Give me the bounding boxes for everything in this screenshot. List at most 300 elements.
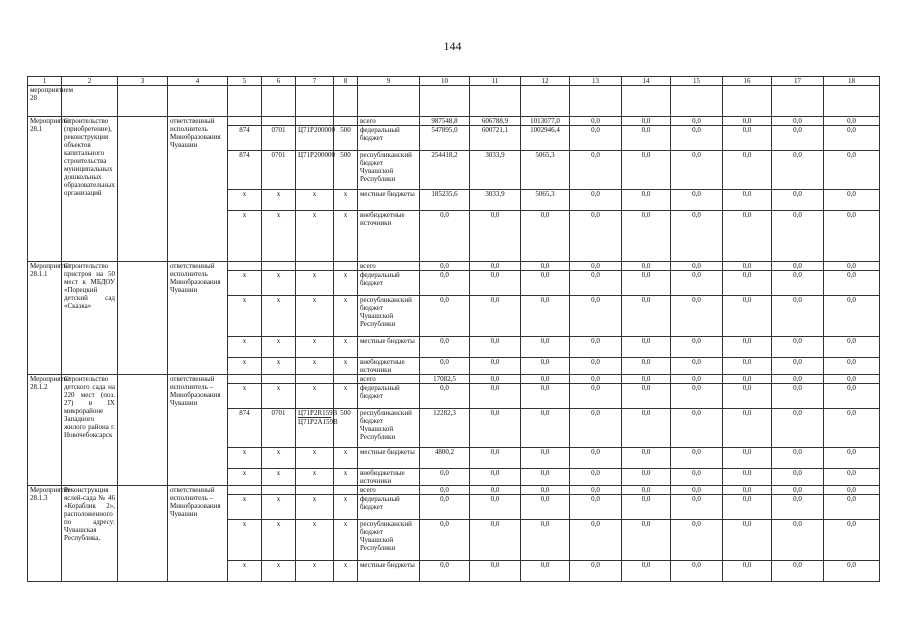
table-cell: 0,0 — [420, 211, 470, 262]
table-cell: х — [228, 561, 262, 582]
table-cell: 0,0 — [824, 375, 880, 384]
table-cell: 0,0 — [671, 448, 723, 469]
table-cell: республиканский бюджет Чувашской Республики — [358, 151, 420, 190]
table-cell: х — [334, 337, 358, 358]
column-header-17: 17 — [772, 77, 824, 86]
table-cell: 0,0 — [420, 358, 470, 375]
table-cell: республиканский бюджет Чувашской Республики — [358, 409, 420, 448]
table-cell: 0,0 — [570, 126, 622, 151]
table-row — [28, 262, 880, 271]
column-header-7: 7 — [296, 77, 334, 86]
table-cell: 0,0 — [772, 271, 824, 296]
cell-empty — [118, 486, 168, 582]
cell-empty — [118, 375, 168, 486]
table-cell: 0,0 — [570, 190, 622, 211]
table-row — [28, 486, 880, 495]
table-cell: 0,0 — [570, 520, 622, 561]
table-cell: федеральный бюджет — [358, 271, 420, 296]
table-cell: 0,0 — [470, 296, 521, 337]
column-header-11: 11 — [470, 77, 521, 86]
table-cell: 0,0 — [420, 520, 470, 561]
table-cell: республиканский бюджет Чувашской Республики — [358, 296, 420, 337]
event-name: Мероприятие 28.1 — [28, 117, 62, 262]
table-cell: х — [262, 296, 296, 337]
table-cell: 606788,9 — [470, 117, 521, 126]
executor: ответственный исполнитель Минобразования Чувашии — [168, 262, 228, 375]
table-cell: 0,0 — [470, 495, 521, 520]
table-cell: 0,0 — [622, 190, 671, 211]
table-cell: 0,0 — [671, 561, 723, 582]
table-cell: 0,0 — [772, 358, 824, 375]
table-cell: 0,0 — [772, 126, 824, 151]
table-cell: 0,0 — [622, 469, 671, 486]
table-cell: х — [296, 358, 334, 375]
table-cell: 0,0 — [420, 262, 470, 271]
table-cell — [334, 117, 358, 126]
table-cell: 0,0 — [772, 448, 824, 469]
table-cell: 0,0 — [570, 409, 622, 448]
table-cell: 0,0 — [824, 384, 880, 409]
table-cell — [228, 117, 262, 126]
table-cell: 600721,1 — [470, 126, 521, 151]
table-cell: х — [228, 495, 262, 520]
table-cell: 0,0 — [570, 384, 622, 409]
page-number: 144 — [443, 39, 462, 53]
table-cell: 0,0 — [671, 520, 723, 561]
table-cell: Ц71Р2R159В Ц71Р2А159В — [296, 409, 334, 448]
table-cell: 0,0 — [671, 211, 723, 262]
table-cell: 0,0 — [671, 117, 723, 126]
table-cell: республиканский бюджет Чувашской Республики — [358, 520, 420, 561]
column-header-14: 14 — [622, 77, 671, 86]
table-cell: 547895,0 — [420, 126, 470, 151]
table-cell: 0,0 — [671, 495, 723, 520]
table-cell: 0,0 — [570, 262, 622, 271]
table-cell: 0,0 — [570, 495, 622, 520]
table-cell: 0,0 — [470, 337, 521, 358]
table-cell: 0,0 — [521, 271, 570, 296]
table-cell: х — [228, 448, 262, 469]
table-cell: х — [296, 211, 334, 262]
table-cell: 0,0 — [622, 337, 671, 358]
table-cell: 0,0 — [622, 117, 671, 126]
table-cell: 0,0 — [723, 495, 772, 520]
table-cell: 0,0 — [671, 126, 723, 151]
table-cell — [334, 262, 358, 271]
table-cell: 0,0 — [570, 469, 622, 486]
table-cell: 0,0 — [570, 337, 622, 358]
column-header-8: 8 — [334, 77, 358, 86]
table-cell: 0,0 — [824, 469, 880, 486]
table-cell: х — [262, 358, 296, 375]
table-cell: х — [262, 495, 296, 520]
table-cell: 0,0 — [824, 117, 880, 126]
table-cell: 0,0 — [723, 117, 772, 126]
table-cell: 0,0 — [723, 358, 772, 375]
table-cell: 0,0 — [723, 375, 772, 384]
table-cell — [296, 117, 334, 126]
table-cell — [334, 375, 358, 384]
table-cell — [262, 486, 296, 495]
table-cell: 0,0 — [570, 375, 622, 384]
table-cell: х — [262, 337, 296, 358]
column-header-9: 9 — [358, 77, 420, 86]
table-cell: 987548,8 — [420, 117, 470, 126]
table-row — [28, 117, 880, 126]
table-cell: 0,0 — [521, 384, 570, 409]
table-cell: 0,0 — [570, 561, 622, 582]
table-cell: 0,0 — [723, 448, 772, 469]
table-cell: х — [296, 190, 334, 211]
table-cell: 0,0 — [723, 211, 772, 262]
column-header-13: 13 — [570, 77, 622, 86]
table-cell: 0,0 — [772, 375, 824, 384]
table-cell: 0,0 — [671, 190, 723, 211]
table-cell: местные бюджеты — [358, 561, 420, 582]
table-cell: 500 — [334, 126, 358, 151]
table-cell: х — [262, 448, 296, 469]
table-cell: 0,0 — [824, 409, 880, 448]
table-cell: 0,0 — [420, 271, 470, 296]
table-cell: 0,0 — [570, 271, 622, 296]
table-cell — [228, 375, 262, 384]
table-cell: 0,0 — [824, 358, 880, 375]
table-cell: 0,0 — [723, 561, 772, 582]
table-cell: 0,0 — [622, 358, 671, 375]
table-cell: 0701 — [262, 126, 296, 151]
table-cell: 0,0 — [723, 271, 772, 296]
table-cell: местные бюджеты — [358, 448, 420, 469]
table-cell: 0,0 — [521, 262, 570, 271]
table-cell: 0,0 — [671, 151, 723, 190]
table-cell: 0,0 — [723, 520, 772, 561]
table-cell: х — [334, 561, 358, 582]
table-cell — [334, 486, 358, 495]
table-cell: 12282,3 — [420, 409, 470, 448]
table-cell: всего — [358, 375, 420, 384]
table-cell: 0,0 — [671, 486, 723, 495]
table-cell: 500 — [334, 409, 358, 448]
table-cell: 0,0 — [420, 469, 470, 486]
table-cell: х — [334, 358, 358, 375]
table-cell: 0,0 — [671, 384, 723, 409]
column-header-6: 6 — [262, 77, 296, 86]
table-cell: 0,0 — [723, 190, 772, 211]
cell-event: мероприятием 28 — [28, 86, 62, 117]
table-cell: 1013077,0 — [521, 117, 570, 126]
table-cell: 0,0 — [420, 495, 470, 520]
table-cell: х — [296, 337, 334, 358]
table-cell: 0,0 — [723, 126, 772, 151]
table-cell: х — [228, 211, 262, 262]
table-cell: х — [334, 520, 358, 561]
table-cell: 0,0 — [622, 561, 671, 582]
table-cell: 17082,5 — [420, 375, 470, 384]
table-cell: 0,0 — [772, 495, 824, 520]
table-row — [28, 86, 880, 117]
table-cell — [262, 262, 296, 271]
table-cell: 0,0 — [622, 495, 671, 520]
table-cell: 0,0 — [824, 190, 880, 211]
table-cell: 0,0 — [772, 520, 824, 561]
table-cell: х — [296, 271, 334, 296]
table-cell: 0,0 — [723, 409, 772, 448]
table-cell: 0,0 — [671, 409, 723, 448]
table-cell: 0,0 — [570, 486, 622, 495]
table-cell: 874 — [228, 151, 262, 190]
table-cell: 0,0 — [521, 358, 570, 375]
table-cell: 0,0 — [622, 409, 671, 448]
table-cell: 0,0 — [470, 262, 521, 271]
table-cell: 0,0 — [570, 117, 622, 126]
table-cell: Ц71Р200000 — [296, 126, 334, 151]
cell-empty — [118, 262, 168, 375]
table-cell: 0,0 — [772, 296, 824, 337]
table-row — [28, 375, 880, 384]
table-cell: 0,0 — [671, 262, 723, 271]
table-cell: 0,0 — [772, 190, 824, 211]
event-name: Мероприятие 28.1.1 — [28, 262, 62, 375]
table-cell: 0,0 — [824, 486, 880, 495]
table-cell: 0,0 — [671, 337, 723, 358]
table-cell: внебюджетные источники — [358, 358, 420, 375]
table-cell: 0,0 — [824, 495, 880, 520]
table-cell: 0701 — [262, 409, 296, 448]
table-cell: федеральный бюджет — [358, 384, 420, 409]
table-cell: 0,0 — [570, 296, 622, 337]
table-cell: х — [296, 384, 334, 409]
table-cell: Ц71Р200000 — [296, 151, 334, 190]
table-cell: 0,0 — [723, 151, 772, 190]
table-cell: х — [262, 384, 296, 409]
table-cell: х — [262, 561, 296, 582]
table-cell: 0,0 — [671, 296, 723, 337]
table-cell: федеральный бюджет — [358, 126, 420, 151]
header-row — [28, 77, 880, 86]
table-cell: 0,0 — [622, 520, 671, 561]
column-header-18: 18 — [824, 77, 880, 86]
table-cell: х — [228, 271, 262, 296]
table-cell: 0,0 — [723, 296, 772, 337]
table-cell: х — [262, 469, 296, 486]
table-cell: 0,0 — [671, 358, 723, 375]
table-cell: 0,0 — [824, 271, 880, 296]
table-cell: 0,0 — [622, 151, 671, 190]
column-header-16: 16 — [723, 77, 772, 86]
table-cell: 0,0 — [772, 469, 824, 486]
table-cell: 0,0 — [824, 337, 880, 358]
table-cell: 4800,2 — [420, 448, 470, 469]
table-cell: 0,0 — [521, 469, 570, 486]
table-cell: 0,0 — [824, 126, 880, 151]
event-description: Строительство пристроя на 50 мест к МБДОУ «Порецкий детский сад «Сказка» — [62, 262, 118, 375]
table-cell: 0,0 — [723, 486, 772, 495]
budget-table — [27, 76, 880, 582]
table-cell: 0,0 — [772, 117, 824, 126]
table-cell: 0,0 — [420, 296, 470, 337]
table-cell — [228, 262, 262, 271]
table-cell: 0,0 — [622, 375, 671, 384]
table-cell: 0,0 — [570, 151, 622, 190]
column-header-12: 12 — [521, 77, 570, 86]
table-cell — [262, 117, 296, 126]
table-cell: 0,0 — [420, 561, 470, 582]
table-cell: 0,0 — [521, 495, 570, 520]
table-cell: х — [228, 384, 262, 409]
cell-empty — [118, 117, 168, 262]
table-cell: х — [262, 520, 296, 561]
executor: ответственный исполнитель – Минобразования Чувашии — [168, 375, 228, 486]
table-cell: 0,0 — [824, 262, 880, 271]
table-cell: 874 — [228, 409, 262, 448]
table-cell: 0,0 — [622, 296, 671, 337]
table-cell — [296, 375, 334, 384]
table-cell: 0,0 — [671, 375, 723, 384]
table-cell: 0,0 — [824, 151, 880, 190]
table-cell: х — [334, 495, 358, 520]
table-cell: х — [334, 384, 358, 409]
table-cell: 0701 — [262, 151, 296, 190]
table-cell: 0,0 — [772, 561, 824, 582]
table-cell: 5065,3 — [521, 190, 570, 211]
column-header-2: 2 — [62, 77, 118, 86]
table-cell: 0,0 — [772, 337, 824, 358]
table-cell: 0,0 — [521, 520, 570, 561]
event-name: Мероприятие 28.1.3 — [28, 486, 62, 582]
table-cell: х — [334, 296, 358, 337]
table-cell: х — [228, 520, 262, 561]
table-cell: х — [262, 211, 296, 262]
table-cell: 0,0 — [723, 384, 772, 409]
table-cell: х — [262, 190, 296, 211]
table-cell: 0,0 — [470, 271, 521, 296]
table-cell: 0,0 — [772, 211, 824, 262]
table-cell — [262, 375, 296, 384]
table-cell: 0,0 — [521, 409, 570, 448]
table-cell: 3033,9 — [470, 190, 521, 211]
table-cell: 0,0 — [570, 211, 622, 262]
table-cell: федеральный бюджет — [358, 495, 420, 520]
table-cell: всего — [358, 262, 420, 271]
table-cell: местные бюджеты — [358, 190, 420, 211]
table-cell: х — [296, 448, 334, 469]
table-cell: 3033,9 — [470, 151, 521, 190]
event-description: Строительство детского сада на 220 мест (поз. 27) в IX микрорайоне Западного жилого района г. Новочебоксарск — [62, 375, 118, 486]
table-cell: 0,0 — [470, 358, 521, 375]
table-cell — [296, 486, 334, 495]
table-cell: 0,0 — [470, 448, 521, 469]
table-cell: 0,0 — [622, 384, 671, 409]
table-cell: 0,0 — [824, 296, 880, 337]
table-cell: х — [334, 211, 358, 262]
table-cell — [228, 486, 262, 495]
table-cell: 0,0 — [470, 375, 521, 384]
table-cell: х — [334, 469, 358, 486]
table-cell: х — [296, 469, 334, 486]
table-cell: 0,0 — [622, 486, 671, 495]
event-name: Мероприятие 28.1.2 — [28, 375, 62, 486]
table-cell: 0,0 — [824, 448, 880, 469]
table-cell: 0,0 — [521, 337, 570, 358]
table-cell: 185235,6 — [420, 190, 470, 211]
table-cell: 0,0 — [470, 469, 521, 486]
table-cell: 0,0 — [723, 337, 772, 358]
table-cell: 0,0 — [723, 262, 772, 271]
table-cell: 0,0 — [622, 211, 671, 262]
table-cell: внебюджетные источники — [358, 211, 420, 262]
column-header-1: 1 — [28, 77, 62, 86]
table-cell: х — [228, 296, 262, 337]
table-cell: 0,0 — [521, 296, 570, 337]
table-cell: 0,0 — [470, 409, 521, 448]
table-cell: х — [334, 190, 358, 211]
table-cell: 0,0 — [470, 561, 521, 582]
table-cell: х — [296, 520, 334, 561]
table-cell: 0,0 — [622, 448, 671, 469]
table-cell: внебюджетные источники — [358, 469, 420, 486]
table-cell: 0,0 — [671, 271, 723, 296]
column-header-10: 10 — [420, 77, 470, 86]
table-cell: х — [296, 561, 334, 582]
table-cell: х — [334, 448, 358, 469]
event-description: Реконструкция яслей-сада № 46 «Кораблик 2», расположенного по адресу: Чувашская Республика, — [62, 486, 118, 582]
table-cell: х — [228, 190, 262, 211]
table-cell: 0,0 — [521, 375, 570, 384]
table-cell: 0,0 — [470, 486, 521, 495]
table-cell: 0,0 — [420, 486, 470, 495]
table-cell: 0,0 — [824, 561, 880, 582]
table-cell: 0,0 — [772, 409, 824, 448]
table-cell: 0,0 — [570, 358, 622, 375]
table-cell: 874 — [228, 126, 262, 151]
table-cell: 0,0 — [622, 126, 671, 151]
executor: ответственный исполнитель – Минобразования Чувашии — [168, 486, 228, 582]
table-cell: 0,0 — [723, 469, 772, 486]
table-cell: 0,0 — [570, 448, 622, 469]
table-cell: 0,0 — [772, 486, 824, 495]
table-cell: 0,0 — [772, 384, 824, 409]
table-cell: х — [262, 271, 296, 296]
table-cell: х — [228, 337, 262, 358]
table-cell: 0,0 — [521, 561, 570, 582]
table-cell: 0,0 — [824, 520, 880, 561]
table-cell: 5065,3 — [521, 151, 570, 190]
column-header-4: 4 — [168, 77, 228, 86]
column-header-5: 5 — [228, 77, 262, 86]
table-cell — [296, 262, 334, 271]
table-cell: 0,0 — [521, 211, 570, 262]
table-cell: х — [228, 469, 262, 486]
table-cell: 0,0 — [420, 384, 470, 409]
table-cell: всего — [358, 486, 420, 495]
table-cell: всего — [358, 117, 420, 126]
table-cell: х — [296, 296, 334, 337]
table-cell: 0,0 — [470, 520, 521, 561]
table-cell: х — [334, 271, 358, 296]
column-header-3: 3 — [118, 77, 168, 86]
table-cell: 500 — [334, 151, 358, 190]
table-cell: 0,0 — [521, 448, 570, 469]
table-cell: 0,0 — [470, 384, 521, 409]
table-cell: 0,0 — [671, 469, 723, 486]
table-cell: 0,0 — [772, 151, 824, 190]
table-cell: 0,0 — [772, 262, 824, 271]
table-cell: х — [296, 495, 334, 520]
table-cell: 254418,2 — [420, 151, 470, 190]
executor: ответственный исполнитель Минобразования Чувашии — [168, 117, 228, 262]
table-cell: 0,0 — [622, 262, 671, 271]
table-cell: х — [228, 358, 262, 375]
